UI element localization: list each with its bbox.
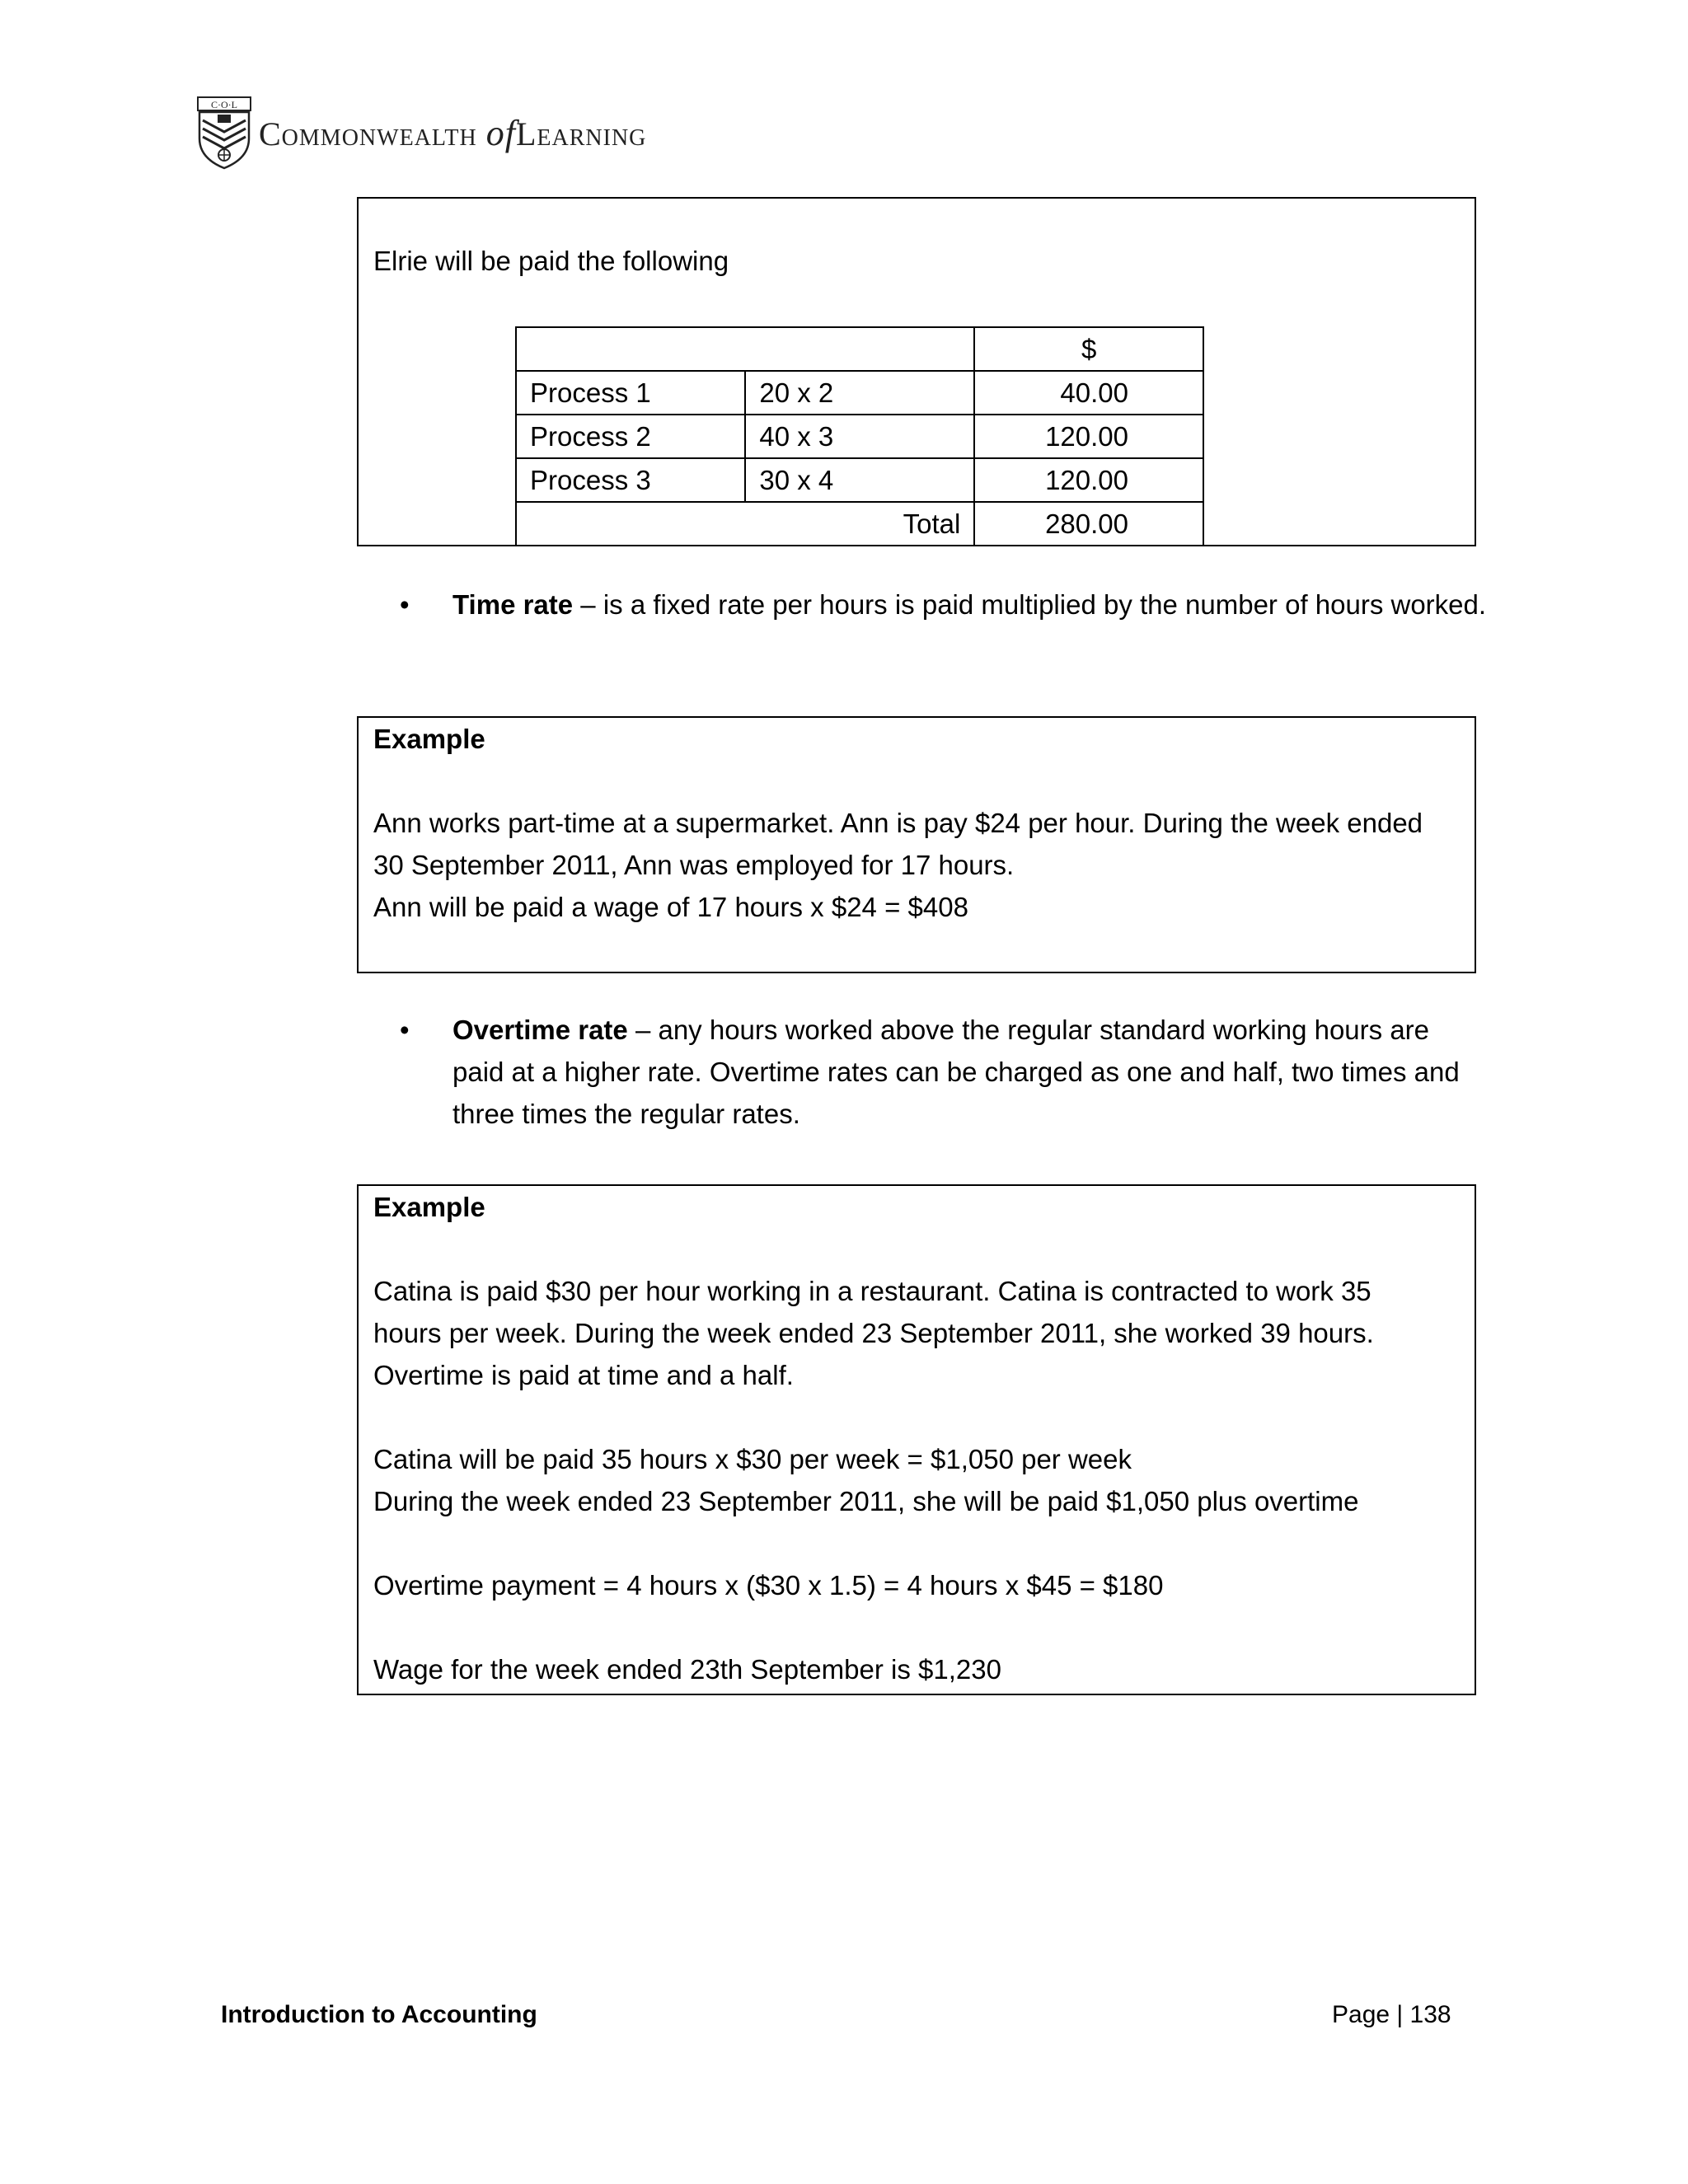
box2-line-2: 30 September 2011, Ann was employed for 17 hours. bbox=[373, 850, 1015, 880]
table-total-row bbox=[516, 502, 1203, 546]
row-label: Process 1 bbox=[516, 371, 745, 415]
col-wordmark: Commonwealth ofLearning bbox=[259, 112, 647, 153]
box2-line-1: Ann works part-time at a supermarket. Ann is pay $24 per hour. During the week ended bbox=[373, 808, 1423, 838]
bullet-dot-icon: • bbox=[400, 589, 410, 620]
col-logo bbox=[196, 96, 646, 170]
box3-line-7: Wage for the week ended 23th September is $1,230 bbox=[373, 1654, 1001, 1685]
row-calc: 40 x 3 bbox=[745, 415, 974, 458]
box2-line-3: Ann will be paid a wage of 17 hours x $24 = $408 bbox=[373, 892, 968, 922]
table-header-row bbox=[516, 327, 1203, 371]
row-calc: 30 x 4 bbox=[745, 458, 974, 502]
box3-line-5: During the week ended 23 September 2011, she will be paid $1,050 plus overtime bbox=[373, 1486, 1359, 1516]
currency-header: $ bbox=[974, 327, 1203, 371]
total-label: Total bbox=[516, 502, 974, 546]
footer-title: Introduction to Accounting bbox=[221, 2001, 537, 2028]
piece-rate-example-box bbox=[357, 197, 1476, 546]
term-time-rate: Time rate bbox=[452, 589, 574, 620]
row-calc: 20 x 2 bbox=[745, 371, 974, 415]
table-row bbox=[516, 458, 1203, 502]
table-row bbox=[516, 415, 1203, 458]
bullet-time-rate bbox=[400, 583, 1488, 626]
box3-line-3: Overtime is paid at time and a half. bbox=[373, 1360, 794, 1390]
row-amount: 40.00 bbox=[974, 371, 1203, 415]
row-label: Process 3 bbox=[516, 458, 745, 502]
bullet-overtime-rate bbox=[400, 1009, 1488, 1135]
box1-intro: Elrie will be paid the following bbox=[373, 246, 729, 276]
overtime-rate-description: – any hours worked above the regular standard working hours are paid at a higher rate. Overtime rates can be charged as one and half, two times and three times the regular rates. bbox=[452, 1015, 1460, 1129]
box3-line-4: Catina will be paid 35 hours x $30 per week = $1,050 per week bbox=[373, 1444, 1132, 1474]
row-amount: 120.00 bbox=[974, 458, 1203, 502]
piece-rate-table bbox=[515, 326, 1204, 546]
example-heading: Example bbox=[373, 1192, 485, 1222]
overtime-example-box bbox=[357, 1184, 1476, 1695]
row-label: Process 2 bbox=[516, 415, 745, 458]
time-rate-example-box bbox=[357, 716, 1476, 973]
box3-line-6: Overtime payment = 4 hours x ($30 x 1.5) = 4 hours x $45 = $180 bbox=[373, 1570, 1164, 1601]
bullet-dot-icon: • bbox=[400, 1015, 410, 1045]
time-rate-description: – is a fixed rate per hours is paid multiplied by the number of hours worked. bbox=[573, 589, 1487, 620]
total-amount: 280.00 bbox=[974, 502, 1203, 546]
table-row bbox=[516, 371, 1203, 415]
term-overtime-rate: Overtime rate bbox=[452, 1015, 628, 1045]
row-amount: 120.00 bbox=[974, 415, 1203, 458]
col-crest-icon bbox=[196, 96, 252, 170]
svg-text:C·O·L: C·O·L bbox=[211, 99, 237, 110]
box3-line-1: Catina is paid $30 per hour working in a restaurant. Catina is contracted to work 35 bbox=[373, 1276, 1372, 1306]
example-heading: Example bbox=[373, 724, 485, 754]
footer-page-number: Page | 138 bbox=[1332, 2001, 1451, 2028]
box3-line-2: hours per week. During the week ended 23 September 2011, she worked 39 hours. bbox=[373, 1318, 1374, 1348]
